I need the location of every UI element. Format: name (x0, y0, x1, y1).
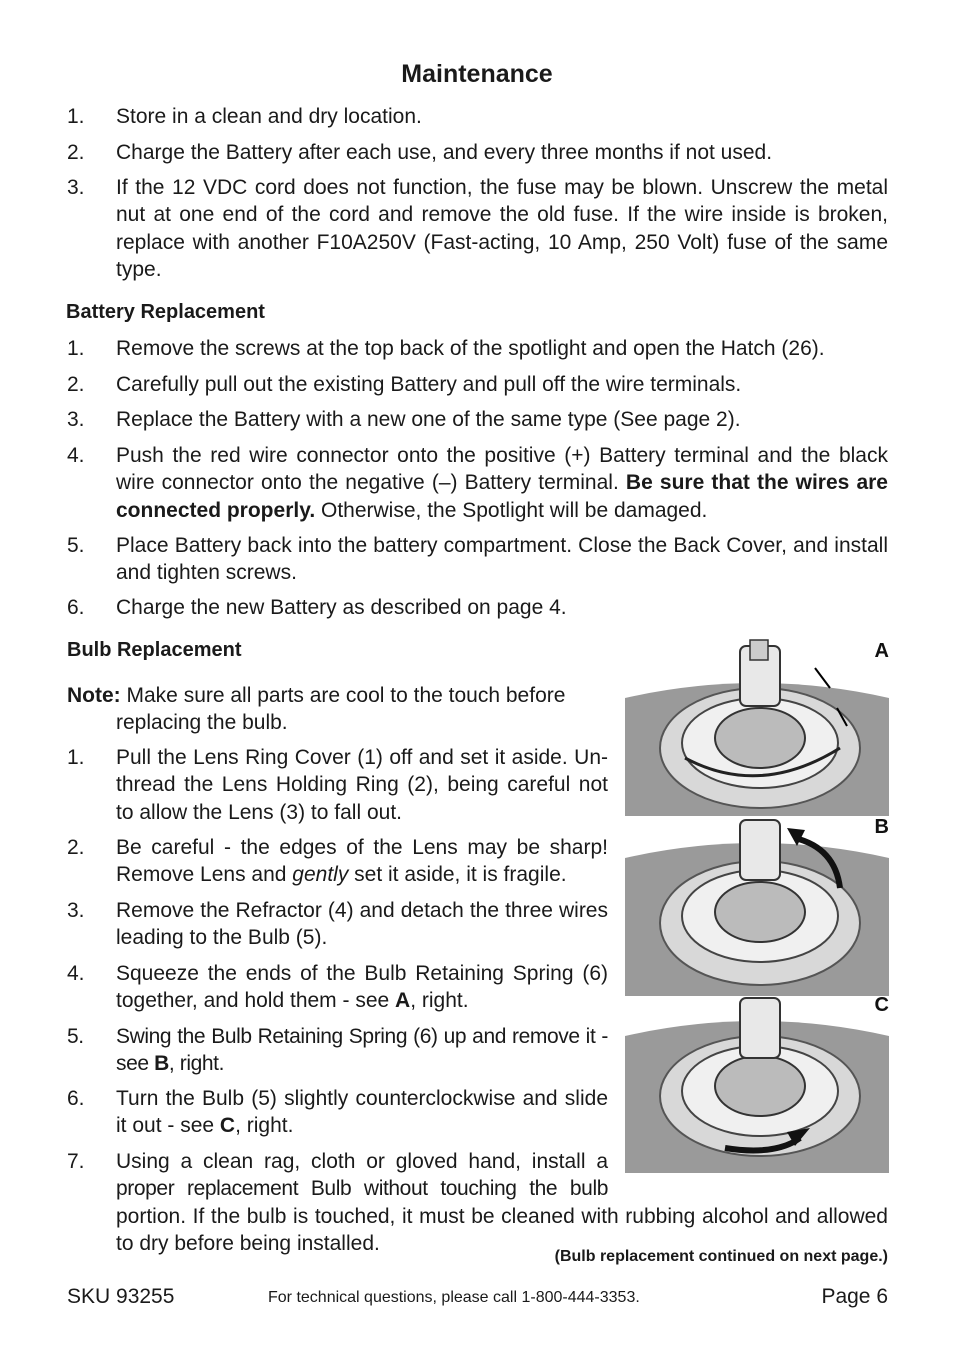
figure-a (625, 638, 889, 816)
page-title: Maintenance (401, 60, 553, 88)
list-item: 6. Turn the Bulb (5) slightly counterclockwise and slide it out - see C, right. (67, 1087, 608, 1138)
bulb-turn-photo (625, 996, 889, 1173)
list-item: 6. Charge the new Battery as described on page 4. (67, 596, 567, 619)
continued-note: (Bulb replacement continued on next page.) (554, 1248, 888, 1265)
figure-c (625, 996, 889, 1174)
list-item: 1. Store in a clean and dry location. (67, 105, 422, 128)
bulb-note: Note: Make sure all parts are cool to the touch before replacing the bulb. (67, 684, 566, 735)
bulb-spring-photo (625, 638, 889, 816)
footer-tech-contact: For technical questions, please call 1-800-444-3353. (268, 1289, 640, 1306)
figure-b-photo (625, 818, 889, 996)
figure-a-label: A (874, 640, 889, 662)
figure-b (625, 818, 889, 996)
list-item: 2. Carefully pull out the existing Battery and pull off the wire terminals. (67, 373, 742, 396)
list-item: 5. Place Battery back into the battery compartment. Close the Back Cover, and install and tighten screws. (67, 534, 888, 585)
figure-c-photo (625, 996, 889, 1173)
footer-sku: SKU 93255 (67, 1285, 175, 1308)
list-item: 1. Remove the screws at the top back of the spotlight and open the Hatch (26). (67, 337, 825, 360)
list-item: 3. Remove the Refractor (4) and detach the three wires leading to the Bulb (5). (67, 899, 608, 950)
list-item: 4. Squeeze the ends of the Bulb Retaining Spring (6) together, and hold them - see A, right. (67, 962, 608, 1013)
figure-a-photo (625, 638, 889, 816)
figure-c-label: C (874, 994, 889, 1016)
list-item: 2. Charge the Battery after each use, and every three months if not used. (67, 141, 773, 164)
list-item: 3. If the 12 VDC cord does not function, the fuse may be blown. Unscrew the metal nut at one end of the cord and remove the old fuse. If the wire inside is broken, replace with another F10A250V (Fast-acting, 10 Amp, 250 Volt) fuse of the same type. (67, 176, 888, 281)
list-item: 3. Replace the Battery with a new one of the same type (See page 2). (67, 408, 741, 431)
bulb-section-title: Bulb Replacement (67, 639, 242, 661)
list-item: 7. Using a clean rag, cloth or gloved hand, install a proper replacement Bulb without touching the bulb portion. If the bulb is touched, it must be cleaned with rubbing alcohol and allowed to dry before being installed. (67, 1150, 888, 1256)
list-item: 5. Swing the Bulb Retaining Spring (6) up and remove it - see B, right. (67, 1025, 608, 1076)
footer-page-number: Page 6 (821, 1285, 888, 1308)
battery-section-title: Battery Replacement (66, 301, 265, 323)
list-item: 1. Pull the Lens Ring Cover (1) off and set it aside. Un-thread the Lens Holding Ring (2), being careful not to allow the Lens (3) to fall out. (67, 746, 608, 824)
bulb-spring-photo (625, 818, 889, 996)
list-item: 4. Push the red wire connector onto the positive (+) Battery terminal and the black wire connector onto the negative (–) Battery terminal. Be sure that the wires are connected properly. Otherwise, the Spotlight will be damaged. (67, 444, 888, 522)
bulb-figures (625, 638, 889, 1173)
list-item: 2. Be careful - the edges of the Lens may be sharp! Remove Lens and gently set it aside, it is fragile. (67, 836, 608, 887)
figure-b-label: B (874, 816, 889, 838)
note-lead: Note: (67, 684, 121, 707)
